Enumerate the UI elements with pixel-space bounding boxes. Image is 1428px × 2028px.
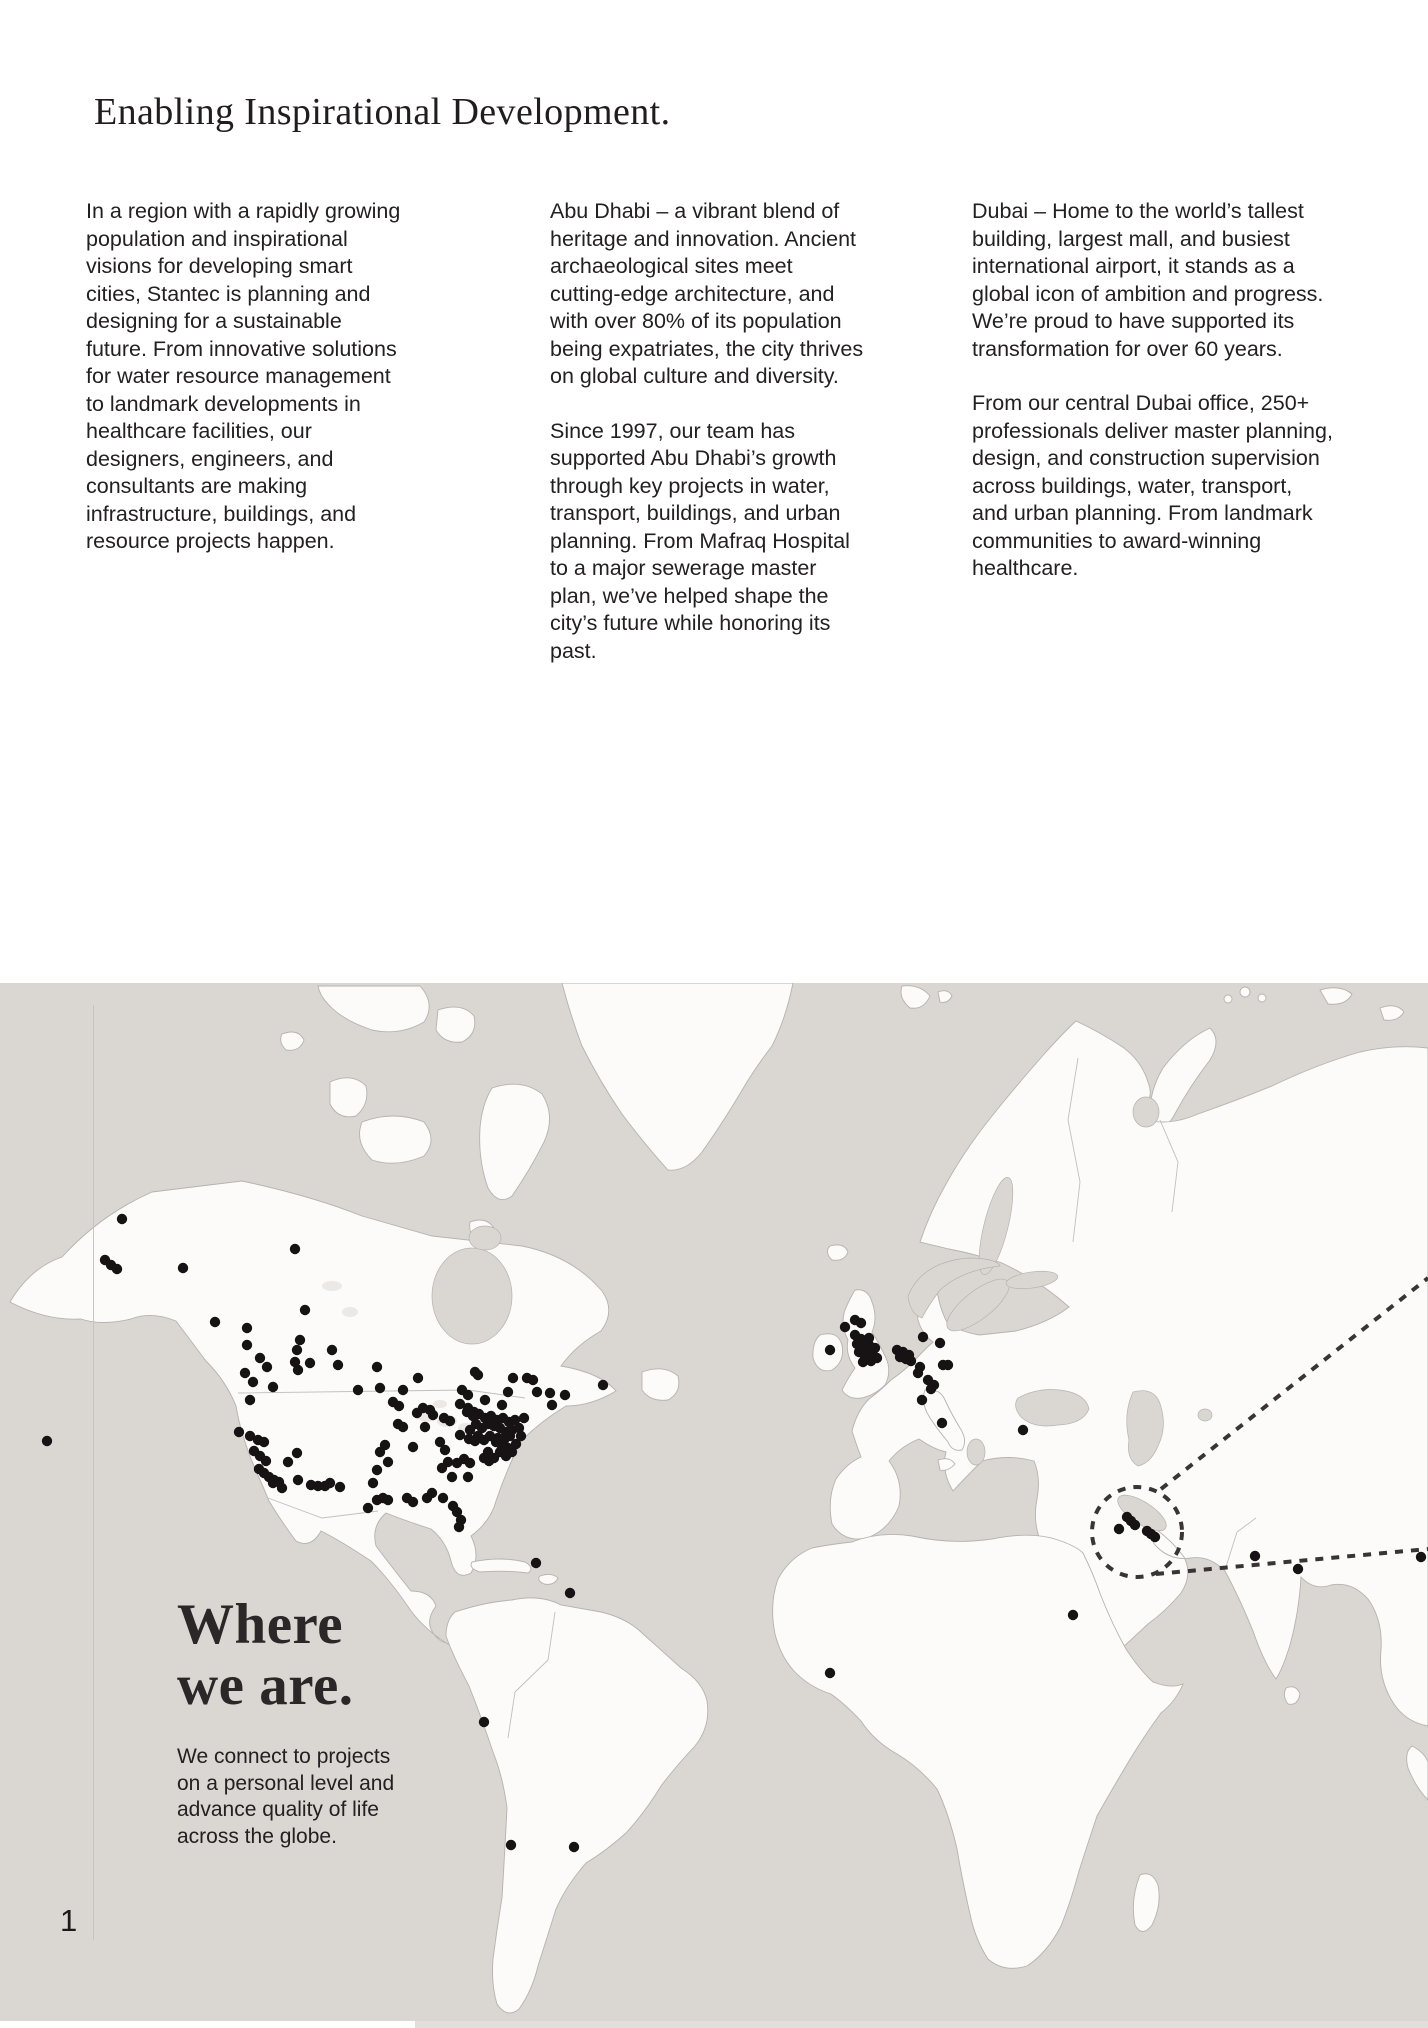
where-subtext-line: We connect to projects — [177, 1745, 391, 1768]
page-number: 1 — [60, 1903, 78, 1938]
intro-column — [86, 198, 408, 583]
bottom-edge-left — [0, 2021, 415, 2028]
page-fold-line — [93, 1005, 94, 1940]
dubai-column — [972, 198, 1334, 610]
bottom-edge-right — [415, 2021, 1428, 2028]
page-title: Enabling Inspirational Development. — [94, 91, 671, 133]
where-subtext-line: advance quality of life — [177, 1798, 379, 1821]
dubai-paragraph-2: From our central Dubai office, 250+ professionals deliver master planning, design, and construction supervision across buildings, water, transport, and urban planning. From landmark communities to award-winning healthcare. — [972, 391, 1333, 580]
dubai-paragraph-1: Dubai – Home to the world’s tallest building, largest mall, and busiest international airport, it stands as a global icon of ambition and progress. We’re proud to have supported its transformation for over 60 years. — [972, 199, 1324, 361]
world-map — [0, 983, 1428, 2028]
intro-paragraph: In a region with a rapidly growing population and inspirational visions for developing smart cities, Stantec is planning and designing for a sustainable future. From innovative solutions for water resource management to landmark developments in healthcare facilities, our designers, engineers, and consultants are making infrastructure, buildings, and resource projects happen. — [86, 199, 401, 553]
where-heading-line1: Where — [177, 1593, 344, 1656]
abu-dhabi-column — [550, 198, 868, 692]
where-heading — [177, 1594, 537, 1716]
abu-dhabi-paragraph-2: Since 1997, our team has supported Abu Dhabi’s growth through key projects in water, transport, buildings, and urban planning. From Mafraq Hospital to a major sewerage master plan, we’ve helped shape the city’s future while honoring its past. — [550, 418, 850, 663]
where-heading-line2: we are. — [177, 1654, 354, 1717]
abu-dhabi-paragraph-1: Abu Dhabi – a vibrant blend of heritage and innovation. Ancient archaeological sites meet cutting-edge architecture, and with over 80% of its population being expatriates, the city thrives on global culture and diversity. — [550, 199, 864, 388]
where-we-are-block — [177, 1594, 537, 1850]
where-subtext — [177, 1744, 537, 1850]
where-subtext-line: across the globe. — [177, 1824, 337, 1848]
where-subtext-line: on a personal level and — [177, 1771, 395, 1795]
